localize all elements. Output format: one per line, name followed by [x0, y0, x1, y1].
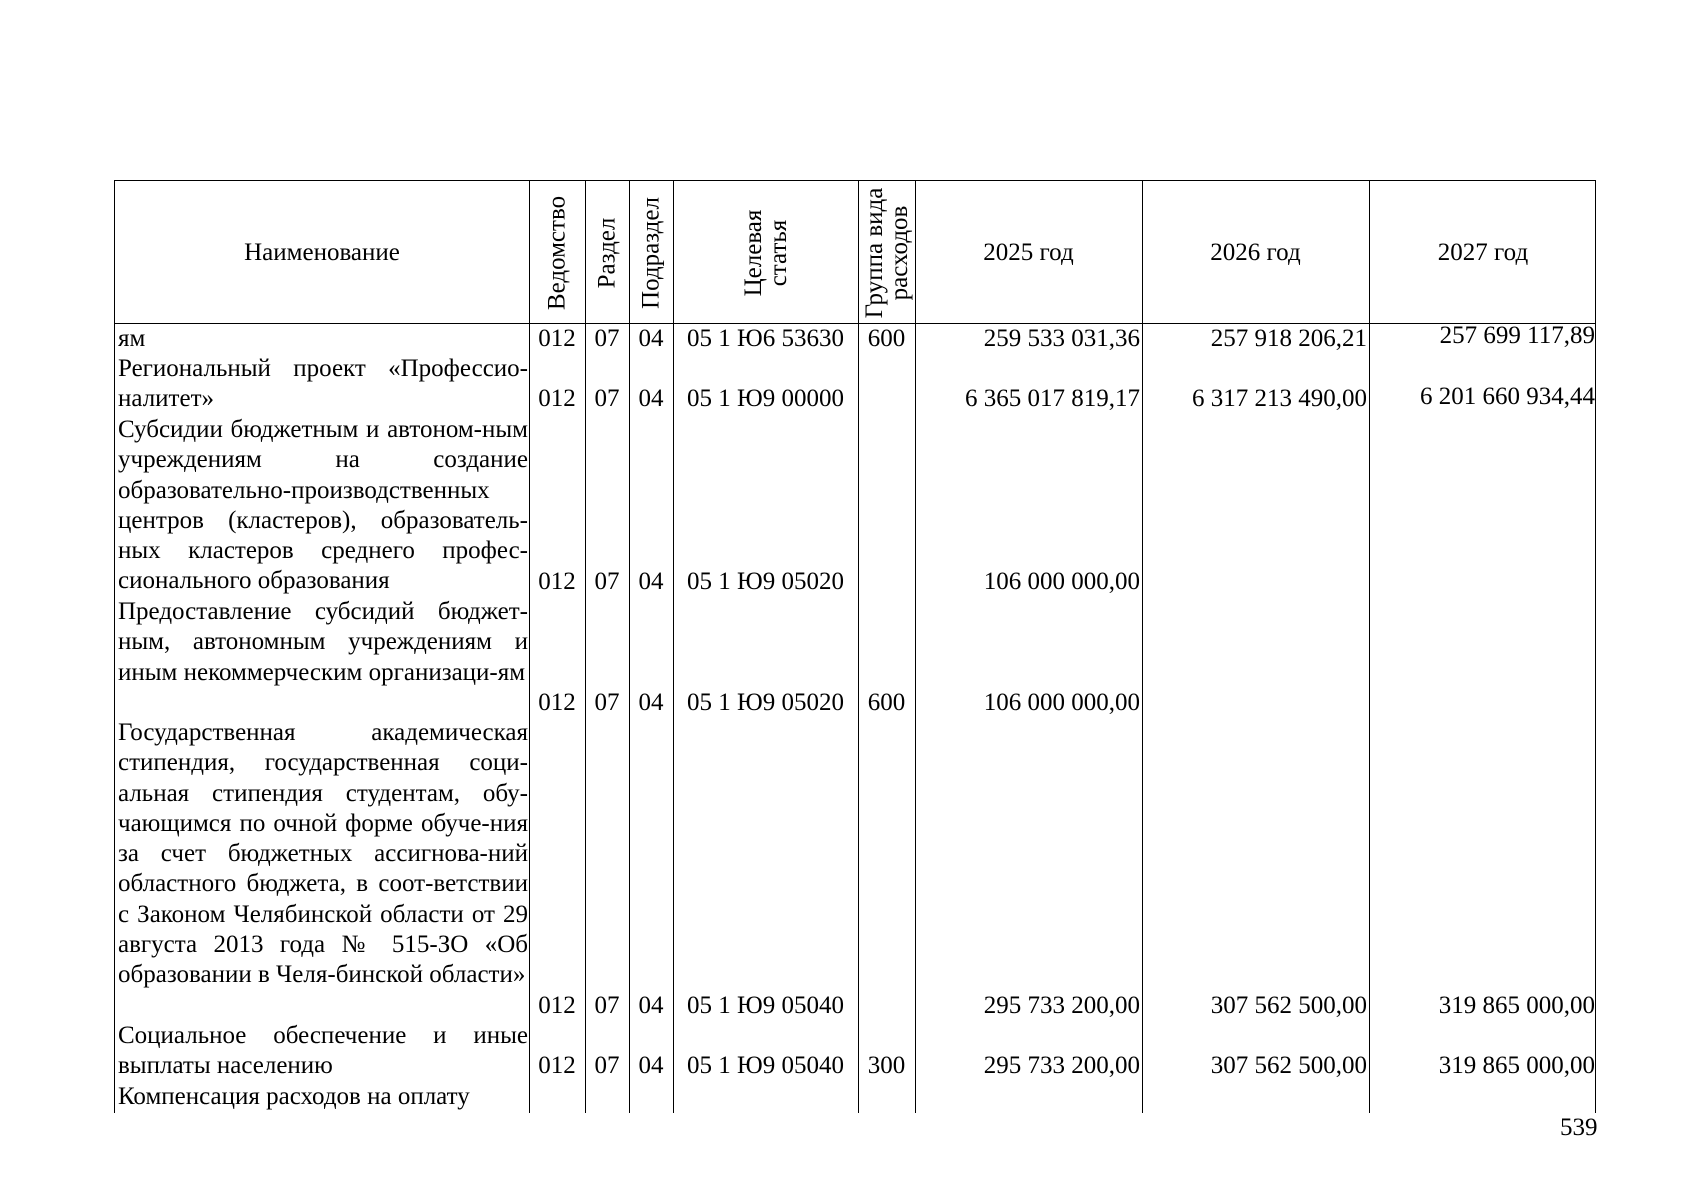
row-subsection: 04	[638, 1052, 664, 1079]
row-name: ям	[118, 325, 146, 352]
row-expense-group: 600	[867, 689, 906, 716]
header-2025-label: 2025 год	[983, 238, 1074, 266]
row-section: 07	[594, 689, 620, 716]
header-expense-group-line1: Группа вида	[860, 187, 888, 318]
header-2027-label: 2027 год	[1437, 238, 1529, 266]
row-section: 07	[594, 568, 620, 595]
row-2026: 307 562 500,00	[1210, 1052, 1367, 1079]
row-2025: 106 000 000,00	[983, 689, 1140, 716]
table-body	[115, 324, 1595, 1113]
row-2026: 6 317 213 490,00	[1192, 385, 1367, 412]
row-section: 07	[594, 1052, 620, 1079]
row-target-article: 05 1 Ю9 05020	[687, 689, 844, 716]
row-2025: 6 365 017 819,17	[965, 385, 1140, 412]
row-name: Предоставление субсидий бюджет-ным, автономным учреждениям и иным некоммерческим организаци-ям	[118, 598, 528, 686]
row-target-article: 05 1 Ю9 00000	[687, 385, 844, 412]
row-dept: 012	[538, 385, 576, 412]
row-section: 07	[594, 385, 620, 412]
header-2027	[1369, 181, 1597, 324]
row-subsection: 04	[638, 325, 664, 352]
row-2025: 106 000 000,00	[983, 568, 1140, 595]
header-2026	[1142, 181, 1369, 324]
row-section: 07	[594, 992, 620, 1019]
row-dept: 012	[538, 1052, 576, 1079]
header-target-article-line2: статья	[764, 219, 792, 286]
row-subsection: 04	[638, 568, 664, 595]
row-2025: 295 733 200,00	[983, 1052, 1140, 1079]
header-2026-label: 2026 год	[1210, 238, 1301, 266]
row-dept: 012	[538, 325, 576, 352]
header-expense-group-label	[862, 187, 912, 318]
row-name: Субсидии бюджетным и автоном-ным учреждениям на создание образовательно-производственных центров (кластеров), образователь-ных кластеров среднего профес-сионального образования	[118, 416, 528, 595]
header-subsection	[629, 181, 673, 324]
row-2025: 259 533 031,36	[983, 325, 1140, 352]
row-2026: 307 562 500,00	[1210, 992, 1367, 1019]
row-subsection: 04	[638, 689, 664, 716]
row-2026: 257 918 206,21	[1210, 325, 1367, 352]
row-2027: 257 699 117,89	[1439, 322, 1595, 349]
header-dept-label: Ведомство	[543, 195, 571, 310]
header-target-article-label	[741, 209, 791, 296]
row-dept: 012	[538, 992, 576, 1019]
header-dept	[529, 181, 585, 324]
row-name: Региональный проект «Профессио-налитет»	[118, 355, 528, 413]
page-number: 539	[1560, 1114, 1598, 1141]
header-section-label: Раздел	[593, 217, 621, 288]
row-section: 07	[594, 325, 620, 352]
row-dept: 012	[538, 689, 576, 716]
header-name-label: Наименование	[244, 238, 400, 266]
header-expense-group-line2: расходов	[885, 205, 913, 300]
header-target-article-line1: Целевая	[739, 209, 767, 296]
row-name: Компенсация расходов на оплату	[118, 1083, 470, 1110]
header-expense-group	[858, 181, 915, 324]
row-target-article: 05 1 Ю6 53630	[687, 325, 844, 352]
row-name: Социальное обеспечение и иные выплаты населению	[118, 1022, 528, 1080]
row-subsection: 04	[638, 385, 664, 412]
row-subsection: 04	[638, 992, 664, 1019]
row-2027: 6 201 660 934,44	[1420, 383, 1595, 410]
row-2025: 295 733 200,00	[983, 992, 1140, 1019]
row-target-article: 05 1 Ю9 05040	[687, 1052, 844, 1079]
header-2025	[915, 181, 1142, 324]
budget-table	[114, 180, 1596, 1113]
header-target-article	[673, 181, 858, 324]
header-section	[585, 181, 629, 324]
row-2027: 319 865 000,00	[1438, 992, 1595, 1019]
header-name	[115, 181, 529, 324]
row-name: Государственная академическая стипендия, государственная соци-альная стипендия студентам, обу-чающимся по очной форме обуче-ния за счет бюджетных ассигнова-ний областного бюджета, в соот-ветствии с Законом Челябинской области от 29 августа 2013 года № 515-ЗО «Об образовании в Челя-бинской области»	[118, 719, 528, 989]
row-target-article: 05 1 Ю9 05020	[687, 568, 844, 595]
row-expense-group: 600	[867, 325, 906, 352]
header-subsection-label: Подраздел	[637, 196, 665, 309]
row-dept: 012	[538, 568, 576, 595]
row-expense-group: 300	[867, 1052, 906, 1079]
row-target-article: 05 1 Ю9 05040	[687, 992, 844, 1019]
table-header	[115, 181, 1595, 324]
row-2027: 319 865 000,00	[1438, 1052, 1595, 1079]
